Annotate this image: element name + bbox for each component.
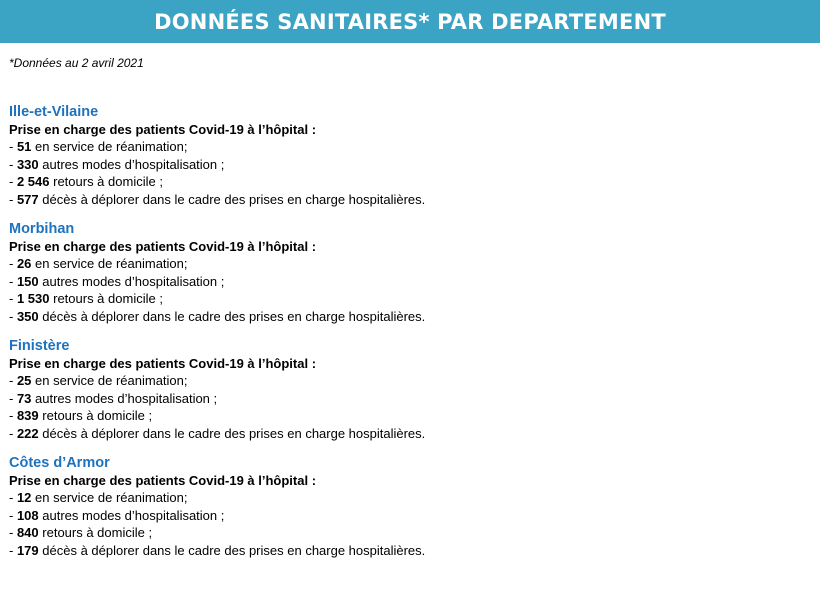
stat-value: 51 <box>16 139 32 154</box>
stat-line <box>9 390 809 408</box>
stat-value: 350 <box>16 308 39 324</box>
stat-text: décès à déplorer dans le cadre des prises en charge hospitalières. <box>38 542 426 558</box>
stat-value: 12 <box>16 490 32 505</box>
stat-prefix: - <box>9 373 17 388</box>
department-name: Morbihan <box>9 221 75 237</box>
stat-prefix: - <box>9 542 17 558</box>
department-name: Côtes d’Armor <box>9 455 110 471</box>
stat-value: 577 <box>16 191 39 207</box>
stat-prefix: - <box>9 139 17 154</box>
stat-line <box>9 290 809 308</box>
stat-line <box>9 542 809 560</box>
stat-prefix: - <box>9 174 17 189</box>
stat-prefix: - <box>9 308 17 324</box>
stat-line <box>9 507 809 525</box>
stat-value: 2 546 <box>16 174 50 189</box>
stat-value: 330 <box>16 156 39 172</box>
department-name: Ille-et-Vilaine <box>9 104 99 120</box>
stat-prefix: - <box>9 256 17 271</box>
stat-value: 1 530 <box>16 291 50 306</box>
department-heading: Prise en charge des patients Covid-19 à l’hôpital : <box>9 122 317 137</box>
stat-text: décès à déplorer dans le cadre des prises en charge hospitalières. <box>38 425 426 441</box>
stat-text: en service de réanimation; <box>31 490 188 505</box>
stat-prefix: - <box>9 425 17 441</box>
stat-text: en service de réanimation; <box>31 139 188 154</box>
stat-text: retours à domicile ; <box>49 174 163 189</box>
stat-value: 179 <box>16 542 39 558</box>
departments-list <box>9 104 809 572</box>
stat-line <box>9 191 809 209</box>
stat-text: décès à déplorer dans le cadre des prises en charge hospitalières. <box>38 308 426 324</box>
stat-line <box>9 273 809 291</box>
stat-text: décès à déplorer dans le cadre des prises en charge hospitalières. <box>38 191 426 207</box>
stat-line <box>9 489 809 507</box>
stat-line <box>9 407 809 425</box>
stat-value: 222 <box>16 425 39 441</box>
stat-value: 840 <box>16 525 39 540</box>
stat-text: en service de réanimation; <box>31 256 188 271</box>
department-block <box>9 221 809 325</box>
department-heading: Prise en charge des patients Covid-19 à l’hôpital : <box>9 239 317 254</box>
stat-prefix: - <box>9 408 17 423</box>
stat-text: autres modes d’hospitalisation ; <box>38 273 225 289</box>
department-block <box>9 104 809 208</box>
stat-prefix: - <box>9 291 17 306</box>
page-title: DONNÉES SANITAIRES* PAR DEPARTEMENT <box>154 9 666 34</box>
stat-line <box>9 524 809 542</box>
stat-prefix: - <box>9 390 17 406</box>
department-name: Finistère <box>9 338 70 354</box>
department-heading: Prise en charge des patients Covid-19 à l’hôpital : <box>9 473 317 488</box>
stat-text: en service de réanimation; <box>31 373 188 388</box>
stat-line <box>9 372 809 390</box>
stat-value: 839 <box>16 408 39 423</box>
department-block <box>9 455 809 559</box>
stat-line <box>9 156 809 174</box>
header-banner <box>0 0 820 43</box>
stat-prefix: - <box>9 273 17 289</box>
stat-prefix: - <box>9 525 17 540</box>
stat-prefix: - <box>9 156 17 172</box>
stat-text: retours à domicile ; <box>38 525 153 540</box>
stat-value: 108 <box>16 507 39 523</box>
department-heading: Prise en charge des patients Covid-19 à l’hôpital : <box>9 356 317 371</box>
stat-line <box>9 255 809 273</box>
stat-prefix: - <box>9 490 17 505</box>
stat-prefix: - <box>9 507 17 523</box>
stat-value: 150 <box>16 273 39 289</box>
date-note: *Données au 2 avril 2021 <box>9 56 144 70</box>
stat-value: 73 <box>16 390 32 406</box>
stat-text: autres modes d’hospitalisation ; <box>38 507 225 523</box>
stat-line <box>9 425 809 443</box>
stat-text: retours à domicile ; <box>49 291 163 306</box>
stat-value: 26 <box>16 256 32 271</box>
stat-text: autres modes d’hospitalisation ; <box>31 390 218 406</box>
stat-line <box>9 308 809 326</box>
stat-prefix: - <box>9 191 17 207</box>
stat-text: retours à domicile ; <box>38 408 153 423</box>
stat-value: 25 <box>16 373 32 388</box>
stat-text: autres modes d’hospitalisation ; <box>38 156 225 172</box>
stat-line <box>9 173 809 191</box>
stat-line <box>9 138 809 156</box>
department-block <box>9 338 809 442</box>
